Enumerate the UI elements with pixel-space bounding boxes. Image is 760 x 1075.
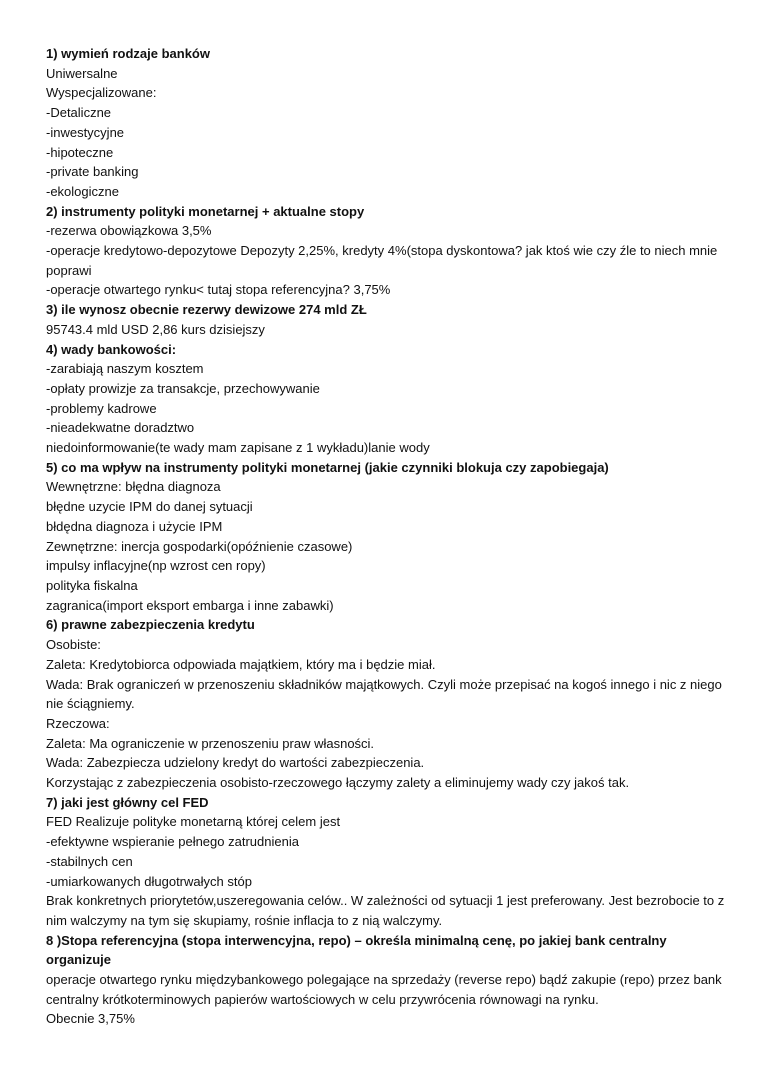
body-line: -zarabiają naszym kosztem — [46, 361, 204, 377]
body-line: -nieadekwatne doradztwo — [46, 420, 195, 436]
body-line: Wada: Zabezpiecza udzielony kredyt do wartości zabezpieczenia. — [46, 755, 425, 771]
body-line: Wewnętrzne: błędna diagnoza — [46, 479, 221, 495]
question-heading: 4) wady bankowości: — [46, 341, 177, 357]
body-line: 95743.4 mld USD 2,86 kurs dzisiejszy — [46, 321, 265, 337]
body-line: Wyspecjalizowane: — [46, 85, 157, 101]
body-line: Korzystając z zabezpieczenia osobisto-rzeczowego łączymy zalety a eliminujemy wady czy jakoś tak. — [46, 775, 630, 791]
body-line: Zewnętrzne: inercja gospodarki(opóźnienie czasowe) — [46, 538, 353, 554]
body-line: niedoinformowanie(te wady mam zapisane z 1 wykładu)lanie wody — [46, 440, 430, 456]
body-line: operacje otwartego rynku międzybankowego polegające na sprzedaży (reverse repo) bądź zakupie (repo) przez bank centralny krótkoterminowych papierów wartościowych w celu przywrócenia równowagi na rynku. — [46, 972, 722, 1007]
body-line: Rzeczowa: — [46, 715, 110, 731]
body-line: -stabilnych cen — [46, 853, 133, 869]
question-heading: 6) prawne zabezpieczenia kredytu — [46, 617, 255, 633]
question-heading: 2) instrumenty polityki monetarnej + aktualne stopy — [46, 203, 365, 219]
body-line: -inwestycyjne — [46, 124, 125, 140]
body-line: Brak konkretnych priorytetów,uszeregowania celów.. W zależności od sytuacji 1 jest preferowany. Jest bezrobocie to z nim walczymy na tym się skupiamy, rośnie inflacja to z nią walczymy. — [46, 893, 725, 928]
body-line: zagranica(import eksport embarga i inne zabawki) — [46, 597, 334, 613]
question-heading: 1) wymień rodzaje banków — [46, 46, 210, 61]
body-line: -ekologiczne — [46, 183, 119, 199]
body-line: -efektywne wspieranie pełnego zatrudnienia — [46, 834, 299, 850]
question-heading: 7) jaki jest główny cel FED — [46, 794, 209, 810]
body-line: -problemy kadrowe — [46, 400, 157, 416]
document-page — [46, 44, 726, 1029]
body-line: -operacje kredytowo-depozytowe Depozyty 2,25%, kredyty 4%(stopa dyskontowa? jak ktoś wie czy źle to niech mnie poprawi — [46, 243, 718, 278]
body-line: Uniwersalne — [46, 65, 118, 81]
question-heading: 8 )Stopa referencyjna (stopa interwencyjna, repo) – określa minimalną cenę, po jakiej bank centralny organizuje — [46, 932, 667, 968]
body-line: -operacje otwartego rynku< tutaj stopa referencyjna? 3,75% — [46, 282, 391, 298]
body-line: polityka fiskalna — [46, 577, 138, 593]
question-heading: 3) ile wynosz obecnie rezerwy dewizowe 274 mld ZŁ — [46, 302, 367, 318]
body-line: błdędna diagnoza i użycie IPM — [46, 518, 223, 534]
body-line: błędne uzycie IPM do danej sytuacji — [46, 499, 253, 515]
body-line: Wada: Brak ograniczeń w przenoszeniu składników majątkowych. Czyli może przepisać na kogoś innego i nic z niego nie ściągniemy. — [46, 676, 722, 712]
body-line: -umiarkowanych długotrwałych stóp — [46, 873, 252, 889]
body-line: Obecnie 3,75% — [46, 1011, 135, 1027]
body-line: Zaleta: Ma ograniczenie w przenoszeniu praw własności. — [46, 735, 375, 751]
body-line: FED Realizuje polityke monetarną której celem jest — [46, 814, 341, 830]
body-line: impulsy inflacyjne(np wzrost cen ropy) — [46, 558, 266, 574]
question-heading: 5) co ma wpływ na instrumenty polityki monetarnej (jakie czynniki blokuja czy zapobiegaja) — [46, 459, 609, 475]
body-line: -rezerwa obowiązkowa 3,5% — [46, 223, 212, 239]
body-line: Zaleta: Kredytobiorca odpowiada majątkiem, który ma i będzie miał. — [46, 656, 436, 672]
body-line: -opłaty prowizje za transakcje, przechowywanie — [46, 380, 320, 396]
body-line: -hipoteczne — [46, 144, 114, 160]
body-line: -Detaliczne — [46, 105, 112, 121]
body-line: -private banking — [46, 164, 139, 180]
body-line: Osobiste: — [46, 637, 101, 653]
